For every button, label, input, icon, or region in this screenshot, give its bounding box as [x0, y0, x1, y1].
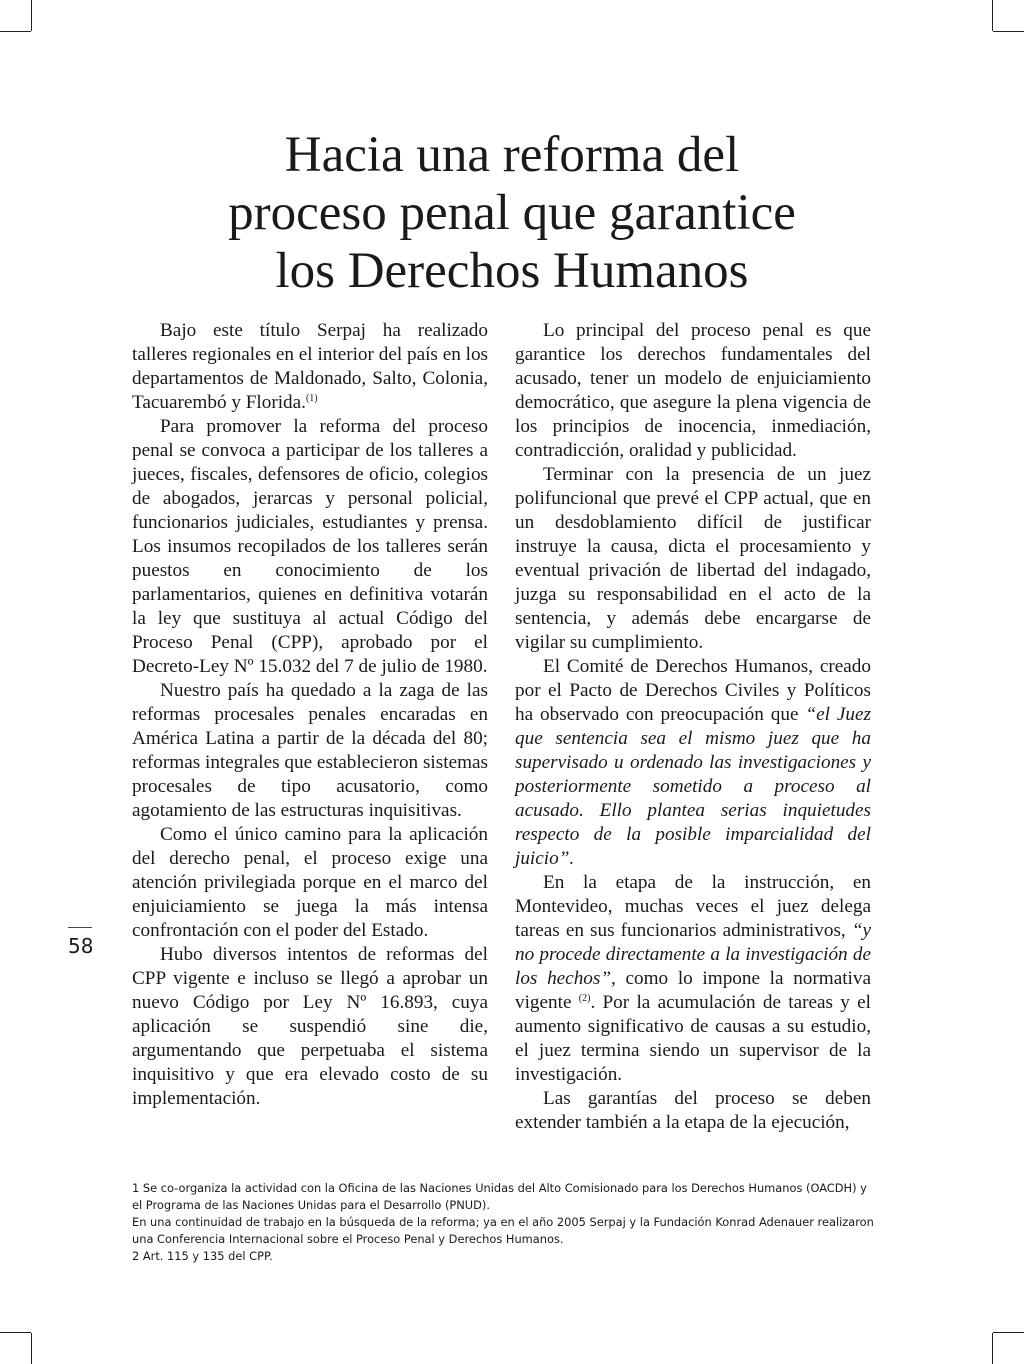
- crop-mark-top-right-h: [993, 31, 1024, 32]
- footnote: En una continuidad de trabajo en la búsqueda de la reforma; ya en el año 2005 Serpaj y la Fundación Konrad Adenauer realizaron una Conferencia Internacional sobre el Proceso Penal y Derechos Humanos.: [132, 1215, 874, 1246]
- crop-mark-bottom-right-v: [992, 1333, 993, 1364]
- paragraph-text: Bajo este título Serpaj ha realizado talleres regionales en el interior del país en los departamentos de Maldonado, Salto, Colonia, Tacuarembó y Florida.: [132, 320, 488, 413]
- paragraph: Como el único camino para la aplicación del derecho penal, el proceso exige una atención privilegiada porque en el marco del enjuiciamiento se juega la más intensa confrontación con el poder del Estado.: [132, 824, 488, 941]
- paragraph: Terminar con la presencia de un juez polifuncional que prevé el CPP actual, que en un desdoblamiento difícil de justificar instruye la causa, dicta el procesamiento y eventual privación de libertad del indagado, juzga su responsabilidad en el acto de la sentencia, y además debe encargarse de vigilar su cumplimiento.: [515, 464, 871, 653]
- footnotes: [132, 1180, 877, 1265]
- paragraph-text: En la etapa de la instrucción, en Montevideo, muchas veces el juez delega tareas en sus funcionarios administrativos,: [515, 872, 871, 941]
- paragraph: Para promover la reforma del proceso penal se convoca a participar de los talleres a jueces, fiscales, defensores de oficio, colegios de abogados, jerarcas y personal policial, funcionarios judiciales, estudiantes y prensa. Los insumos recopilados de los talleres serán puestos en conocimiento de los parlamentarios, quienes en definitiva votarán la ley que sustituya al actual Código del Proceso Penal (CPP), aprobado por el Decreto-Ley Nº 15.032 del 7 de julio de 1980.: [132, 416, 488, 677]
- crop-mark-bottom-left-v: [31, 1333, 32, 1364]
- footnote-ref: (1): [305, 393, 318, 404]
- paragraph-text: . Por la acumulación de tareas y el aumento significativo de causas a su estudio, el juez termina siendo un supervisor de la investigación.: [515, 992, 871, 1085]
- paragraph-text: , como lo impone la normativa vigente: [515, 968, 871, 1013]
- footnote-ref: (2): [578, 993, 591, 1004]
- title-line-2: proceso penal que garantice: [228, 185, 796, 241]
- paragraph-text: El Comité de Derechos Humanos, creado por el Pacto de Derechos Civiles y Políticos ha observado con preocupación que: [515, 656, 871, 725]
- paragraph: Hubo diversos intentos de reformas del CPP vigente e incluso se llegó a aprobar un nuevo Código por Ley Nº 16.893, cuya aplicación se suspendió sine die, argumentando que perpetuaba el sistema inquisitivo y que era elevado costo de su implementación.: [132, 944, 488, 1109]
- paragraph: Las garantías del proceso se deben extender también a la etapa de la ejecución,: [515, 1088, 871, 1133]
- quote: “el Juez que sentencia sea el mismo juez que ha supervisado u ordenado las investigaciones y posteriormente sometido a proceso al acusado. Ello plantea serias inquietudes respecto de la posible imparcialidad del juicio”.: [515, 704, 871, 869]
- crop-mark-bottom-right-h: [993, 1332, 1024, 1333]
- footnote: 2 Art. 115 y 135 del CPP.: [132, 1249, 273, 1263]
- crop-mark-top-left-v: [31, 0, 32, 31]
- paragraph: [515, 871, 871, 1087]
- crop-mark-top-right-v: [992, 0, 993, 31]
- crop-mark-top-left-h: [0, 31, 31, 32]
- crop-mark-bottom-left-h: [0, 1332, 31, 1333]
- footnote: 1 Se co-organiza la actividad con la Oficina de las Naciones Unidas del Alto Comisionado para los Derechos Humanos (OACDH) y el Programa de las Naciones Unidas para el Desarrollo (PNUD).: [132, 1181, 867, 1212]
- quote: “y no procede directamente a la investigación de los hechos”: [515, 920, 871, 989]
- page-title: [0, 126, 1024, 300]
- paragraph: [132, 319, 488, 415]
- paragraph: Nuestro país ha quedado a la zaga de las reformas procesales penales encaradas en América Latina a partir de la década del 80; reformas integrales que establecieron sistemas procesales de tipo acusatorio, como agotamiento de las estructuras inquisitivas.: [132, 680, 488, 821]
- right-column: [515, 319, 871, 1135]
- page-number: 58: [68, 934, 94, 958]
- title-line-3: los Derechos Humanos: [275, 243, 749, 299]
- paragraph: Lo principal del proceso penal es que garantice los derechos fundamentales del acusado, tener un modelo de enjuiciamiento democrático, que asegure la plena vigencia de los principios de inocencia, inmediación, contradicción, oralidad y publicidad.: [515, 320, 871, 461]
- page-number-rule: [68, 927, 92, 928]
- left-column: [132, 319, 488, 1111]
- paragraph: [515, 655, 871, 871]
- title-line-1: Hacia una reforma del: [284, 127, 740, 183]
